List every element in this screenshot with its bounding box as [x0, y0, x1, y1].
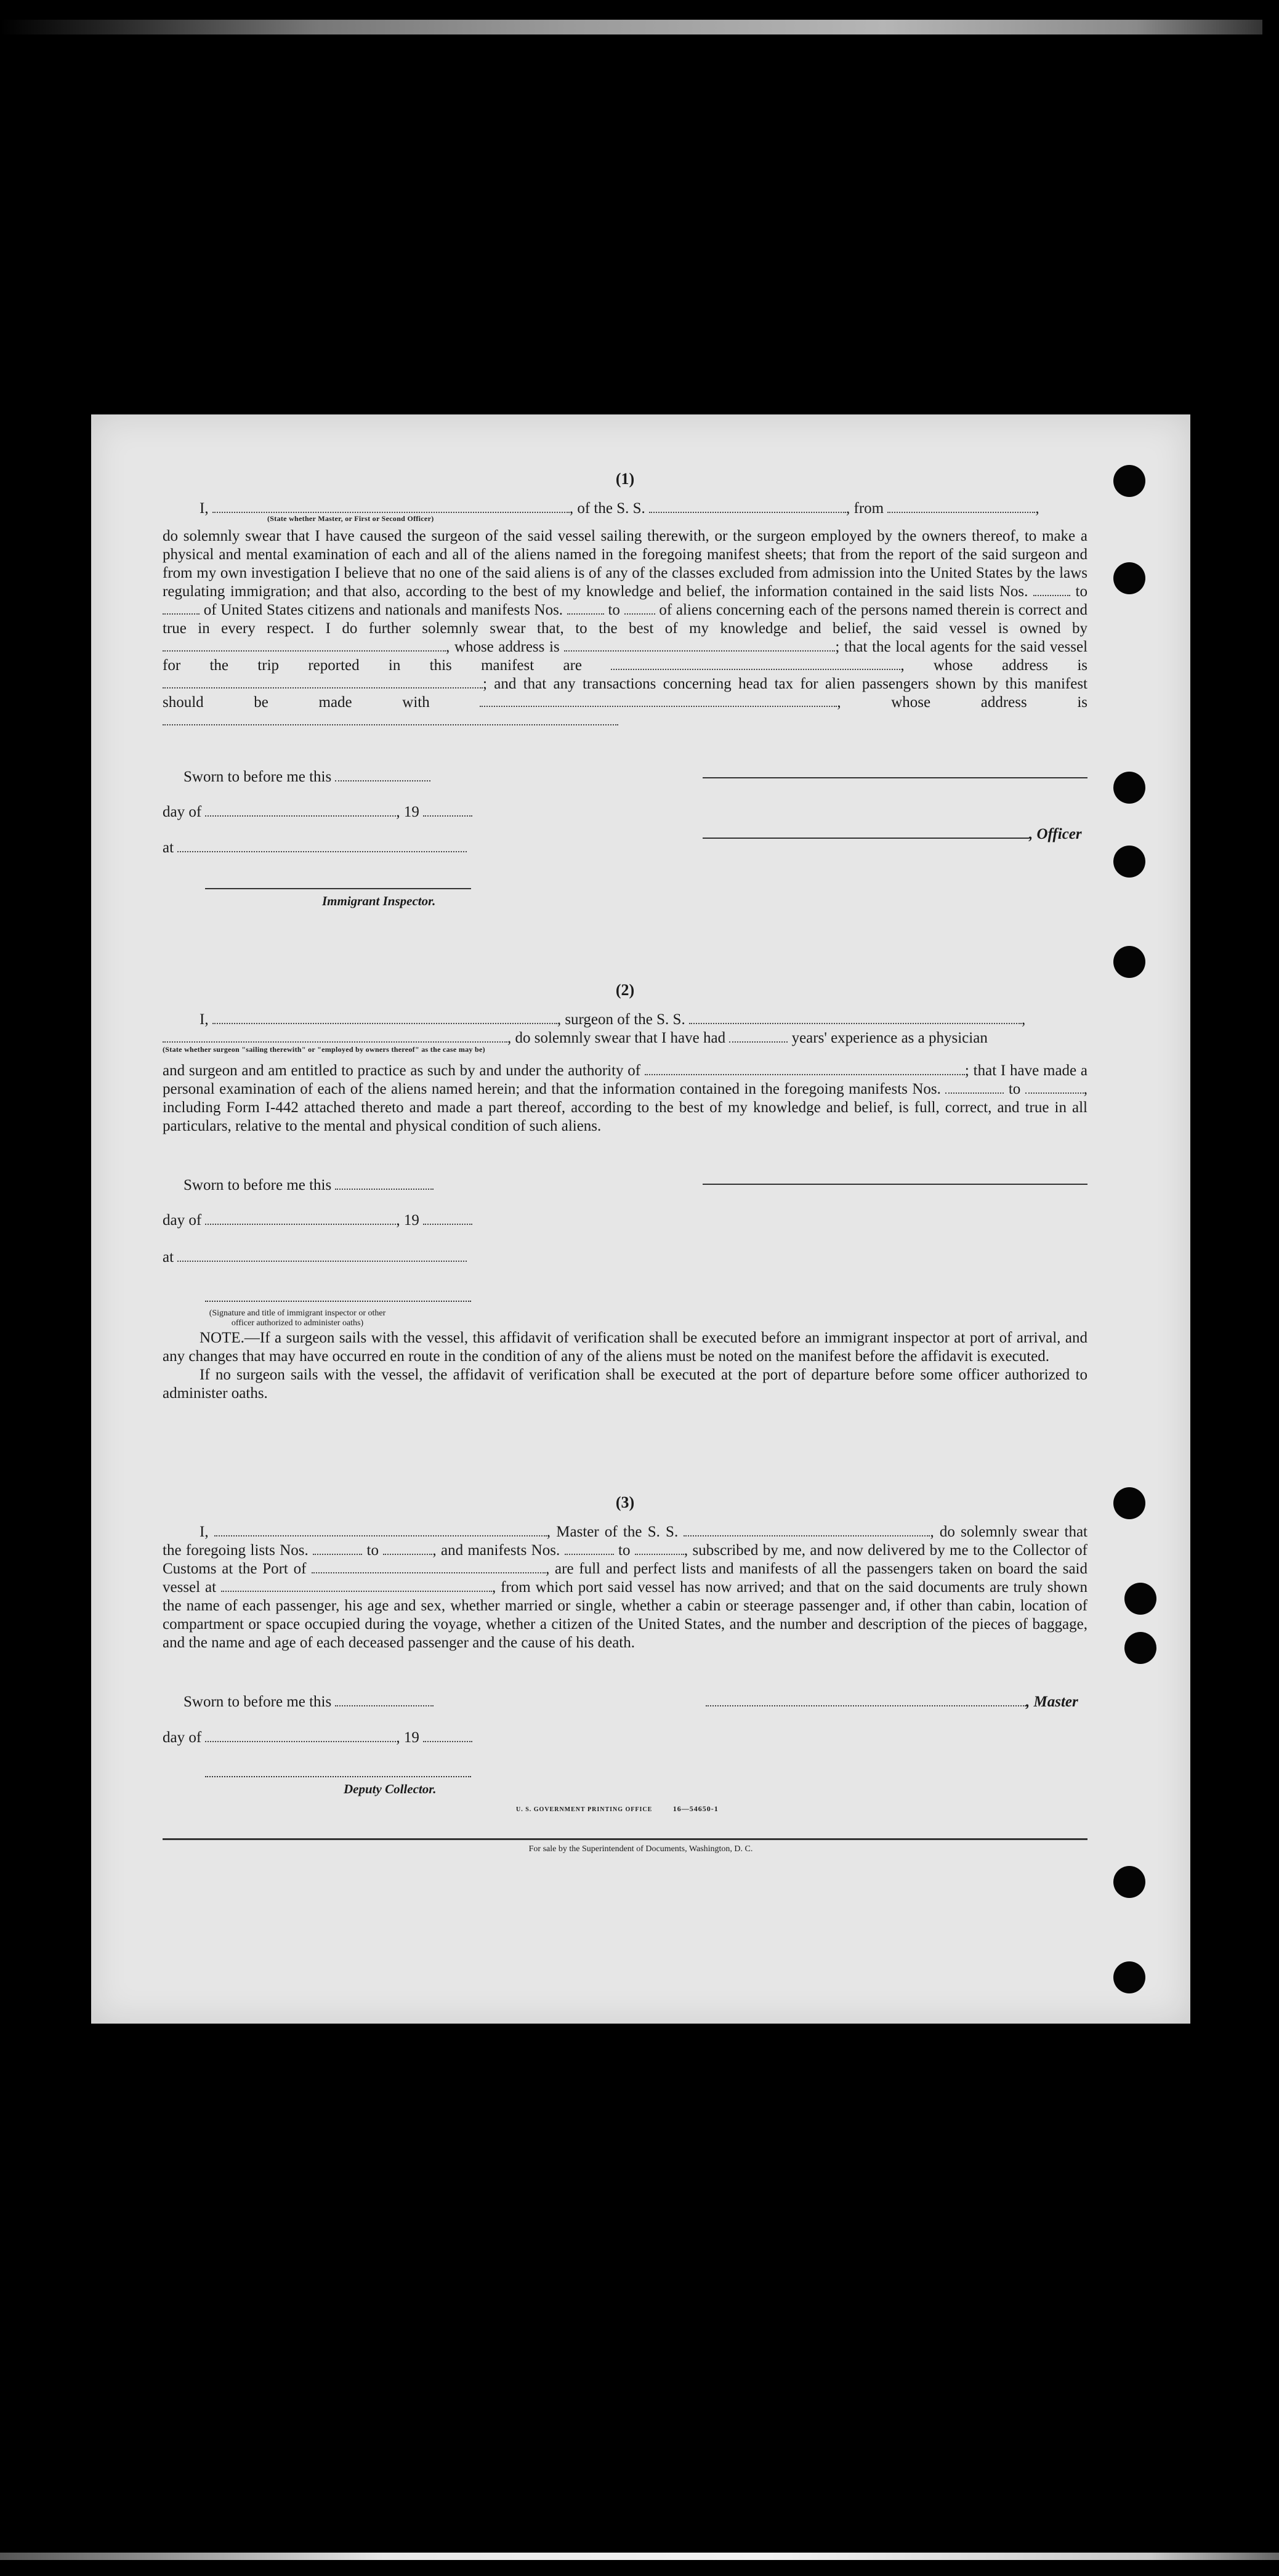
surgeon-manifests-to-field[interactable] — [1025, 1081, 1084, 1094]
film-bottom-strip — [0, 2553, 1279, 2560]
year-field-2[interactable] — [423, 1213, 472, 1225]
officer-signature-line-1[interactable] — [703, 775, 1087, 778]
manifests-from-field[interactable] — [567, 602, 604, 615]
master-name-field[interactable] — [214, 1524, 547, 1536]
surgeon-line: I, , surgeon of the S. S. , — [200, 1011, 1026, 1028]
officer-line: I, , of the S. S. , from , — [200, 500, 1039, 517]
sworn-day-field-2[interactable] — [335, 1177, 434, 1190]
note-2: If no surgeon sails with the vessel, the affidavit of verification shall be executed at the port of departure before some officer authorized to administer oaths. — [163, 1367, 1087, 1402]
master-signature-line[interactable] — [706, 1694, 1026, 1706]
sworn-line-3: Sworn to before me this — [184, 1694, 434, 1711]
form-code: 16—54650-1 — [672, 1804, 719, 1813]
master-signature: , Master — [706, 1694, 1078, 1711]
punch-hole — [1124, 1583, 1156, 1615]
section-2-notes — [163, 1329, 1087, 1403]
surgeon-status-field[interactable] — [163, 1030, 507, 1043]
sworn-day-field-3[interactable] — [335, 1694, 434, 1706]
sworn-line-1: Sworn to before me this — [184, 769, 430, 786]
day-of-field[interactable] — [205, 804, 396, 817]
sworn-line-2: Sworn to before me this — [184, 1177, 434, 1194]
section-number: (1) — [615, 470, 635, 488]
master-vessel-field[interactable] — [684, 1524, 930, 1536]
manifests-to-field[interactable] — [624, 602, 655, 615]
punch-hole — [1113, 1866, 1145, 1898]
day-of-field-2[interactable] — [205, 1213, 396, 1225]
inspector-signature-line[interactable] — [205, 886, 471, 889]
master-manifests-from-field[interactable] — [565, 1543, 614, 1555]
section1-body: do solemnly swear that I have caused the surgeon of the said vessel sailing therewith, or the surgeon employed by the owners thereof, to make a physical and mental examination of each and all of the aliens named in the foregoing manifest sheets; that from the report of the said surgeon and from my own investigation I believe that no one of the said aliens is of any of the classes excluded from admission into the United States by the laws regulating immigration; and that also, according to the best of my knowledge and belief, the information contained in the said lists Nos. to of United States citizens and nationals and manifests Nos. to of aliens concerning each of the persons named therein is correct and true in every respect. I do further solemnly swear that, to the best of my knowledge and belief, the said vessel is owned by , whose address is ; that the local agents for the said vessel for the trip reported in this manifest are , whose address is ; and that any transactions concerning head tax for alien passengers shown by this manifest should be made with , whose address is — [163, 527, 1087, 730]
punch-hole — [1113, 465, 1145, 497]
local-agents-field[interactable] — [611, 658, 900, 670]
film-top-strip — [0, 20, 1262, 34]
punch-hole — [1113, 846, 1145, 878]
day-of-field-3[interactable] — [205, 1730, 396, 1742]
section-3 — [163, 1493, 1087, 1652]
oath-officer-signature-line[interactable] — [205, 1298, 471, 1302]
at-place-field-2[interactable] — [177, 1250, 467, 1262]
officer-rank-field[interactable] — [212, 501, 570, 513]
punch-hole — [1113, 562, 1145, 594]
officer-signature-line-2[interactable] — [703, 835, 1029, 839]
deputy-signature — [205, 1764, 471, 1797]
officer-caption: (State whether Master, or First or Second Officer) — [267, 514, 434, 523]
surgeon-signature-line[interactable] — [703, 1181, 1087, 1185]
for-sale-line: For sale by the Superintendent of Documents, Washington, D. C. — [528, 1844, 753, 1854]
section-1 — [163, 470, 1087, 730]
oath-officer-signature — [205, 1289, 471, 1328]
agents-address-field[interactable] — [163, 676, 483, 688]
owner-field[interactable] — [163, 639, 446, 652]
at-place-field[interactable] — [177, 840, 467, 852]
officer-signature: , Officer — [703, 826, 1082, 843]
officer-signature-top — [703, 765, 1087, 783]
surgeon-witness-signature — [703, 1172, 1087, 1189]
lists-to-field[interactable] — [163, 602, 200, 615]
punch-hole — [1113, 1487, 1145, 1519]
at-line-2: at — [163, 1249, 467, 1266]
printing-office-line — [516, 1804, 719, 1814]
year-field[interactable] — [423, 804, 472, 817]
day-line-3: day of , 19 — [163, 1729, 472, 1746]
departure-port-field[interactable] — [221, 1580, 492, 1592]
section-2 — [163, 981, 1087, 1136]
authority-field[interactable] — [645, 1063, 965, 1075]
section2-body: and surgeon and am entitled to practice as such by and under the authority of ; that I have made a personal examination of each of the aliens named herein; and that the information contained in the foregoing manifests Nos. to , including Form I-442 attached thereto and made a part thereof, according to the best of my knowledge and belief, is full, correct, and true in all particulars, relative to the mental and physical condition of such aliens. — [163, 1062, 1088, 1134]
surgeon-status-line: , do solemnly swear that I have had years' experience as a physician — [163, 1029, 1087, 1048]
inspector-signature — [205, 876, 471, 909]
head-tax-agent-field[interactable] — [480, 695, 837, 707]
section-number: (2) — [615, 981, 635, 999]
punch-hole — [1113, 772, 1145, 804]
at-line-1: at — [163, 839, 467, 857]
deputy-signature-line[interactable] — [205, 1774, 471, 1777]
head-tax-address-field[interactable] — [163, 713, 618, 725]
day-line-1: day of , 19 — [163, 804, 472, 821]
master-lists-from-field[interactable] — [313, 1543, 362, 1555]
punch-hole — [1113, 1961, 1145, 1993]
punch-hole — [1113, 946, 1145, 978]
master-lists-to-field[interactable] — [383, 1543, 432, 1555]
owner-address-field[interactable] — [564, 639, 835, 652]
year-field-3[interactable] — [423, 1730, 472, 1742]
day-line-2: day of , 19 — [163, 1212, 472, 1229]
lists-from-field[interactable] — [1033, 584, 1070, 596]
vessel-name-field[interactable] — [649, 501, 846, 513]
section3-body: I, , Master of the S. S. , do solemnly swear that the foregoing lists Nos. to , and manifests Nos. to , subscribed by me, and now delivered by me to the Collector of Customs at the Port of , are full and perfect lists and manifests of all the passengers taken on board the said vessel at , from which port said vessel has now arrived; and that on the said documents are truly shown the name of each passenger, his age and sex, whether married or single, whether a cabin or steerage passenger and, if other than cabin, location of compartment or space occupied during the voyage, whether a citizen of the United States, and the number and description of the pieces of baggage, and the name and age of each deceased passenger and the cause of his death. — [163, 1524, 1088, 1651]
oath-officer-caption: (Signature and title of immigrant inspector or other officer authorized to administer oaths) — [209, 1309, 386, 1328]
deputy-title: Deputy Collector. — [344, 1782, 437, 1796]
form-page — [91, 414, 1190, 2024]
surgeon-caption: (State whether surgeon "sailing therewith" or "employed by owners thereof" as the case may be) — [163, 1045, 485, 1054]
printing-office: U. S. GOVERNMENT PRINTING OFFICE — [516, 1806, 653, 1813]
years-experience-field[interactable] — [729, 1030, 788, 1043]
footer-rule — [163, 1838, 1087, 1840]
inspector-title: Immigrant Inspector. — [322, 894, 436, 908]
surgeon-name-field[interactable] — [212, 1012, 557, 1024]
customs-port-field[interactable] — [312, 1561, 546, 1573]
sworn-day-field[interactable] — [335, 769, 430, 781]
punch-hole — [1124, 1632, 1156, 1664]
surgeon-vessel-field[interactable] — [689, 1012, 1022, 1024]
from-port-field[interactable] — [887, 501, 1035, 513]
section-number: (3) — [615, 1493, 635, 1511]
note-1: NOTE.—If a surgeon sails with the vessel, this affidavit of verification shall be executed before an immigrant inspector at port of arrival, and any changes that may have occurred en route in the condition of any of the aliens must be noted on the manifest before the affidavit is executed. — [163, 1330, 1087, 1365]
master-manifests-to-field[interactable] — [635, 1543, 684, 1555]
surgeon-manifests-from-field[interactable] — [945, 1081, 1004, 1094]
